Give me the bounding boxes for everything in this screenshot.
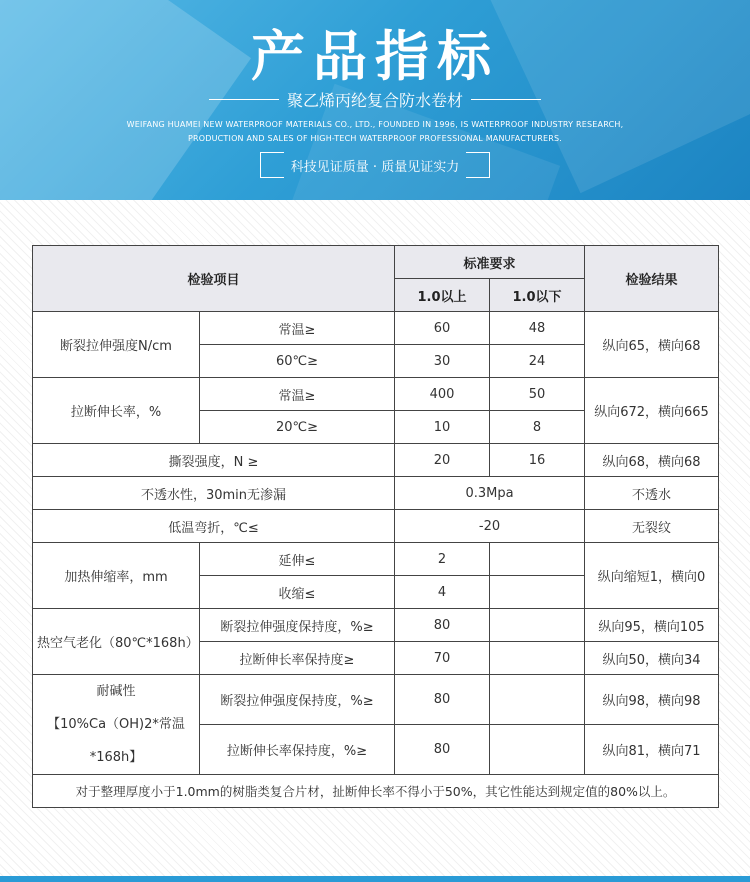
cell-result: 纵向95，横向105 (585, 609, 719, 642)
cell-value: 80 (395, 609, 490, 642)
cell-value: 80 (395, 725, 490, 775)
cell-result: 纵向81，横向71 (585, 725, 719, 775)
cell-value: 50 (490, 378, 585, 411)
cell-value: 20 (395, 444, 490, 477)
table-row (33, 510, 719, 543)
cell-value: 16 (490, 444, 585, 477)
table-row (33, 444, 719, 477)
row-group-label: 断裂拉伸强度N/cm (33, 312, 200, 378)
header-std-below: 1.0以下 (490, 279, 585, 312)
page-title: 产品指标 (251, 25, 499, 88)
cell-result: 纵向缩短1，横向0 (585, 543, 719, 609)
description-line: PRODUCTION AND SALES OF HIGH-TECH WATERPROOF PROFESSIONAL MANUFACTURERS. (187, 134, 563, 143)
row-sub-label: 拉断伸长率保持度≥ (200, 642, 395, 675)
product-subtitle: 聚乙烯丙纶复合防水卷材 (286, 90, 463, 110)
cell-result: 纵向50，横向34 (585, 642, 719, 675)
cell-result: 无裂纹 (585, 510, 719, 543)
spec-table (32, 245, 719, 808)
cell-value (490, 675, 585, 725)
row-label: 低温弯折，℃≤ (33, 510, 395, 543)
group-label-line: *168h】 (89, 750, 143, 765)
description-line: WEIFANG HUAMEI NEW WATERPROOF MATERIALS CO., LTD., FOUNDED IN 1996, IS WATERPROOF INDUSTRY RESEARCH, (126, 120, 624, 129)
cell-value: -20 (395, 510, 585, 543)
row-sub-label: 20℃≥ (200, 411, 395, 444)
row-sub-label: 收缩≤ (200, 576, 395, 609)
cell-value: 10 (395, 411, 490, 444)
divider-line (209, 99, 279, 100)
cell-value: 48 (490, 312, 585, 345)
header-item: 检验项目 (33, 246, 395, 312)
slogan-box (260, 152, 490, 178)
cell-value: 70 (395, 642, 490, 675)
group-label-line: 耐碱性 (96, 684, 136, 699)
cell-value: 60 (395, 312, 490, 345)
subtitle-row (0, 86, 750, 112)
cell-result: 纵向65，横向68 (585, 312, 719, 378)
table-note: 对于整理厚度小于1.0mm的树脂类复合片材，扯断伸长率不得小于50%，其它性能达到规定值的80%以上。 (33, 775, 719, 808)
row-sub-label: 延伸≤ (200, 543, 395, 576)
header-standard: 标准要求 (395, 246, 585, 279)
row-group-label: 热空气老化（80℃*168h） (33, 609, 200, 675)
row-group-label (33, 675, 200, 775)
row-sub-label: 断裂拉伸强度保持度，%≥ (200, 609, 395, 642)
cell-value: 0.3Mpa (395, 477, 585, 510)
header-std-above: 1.0以上 (395, 279, 490, 312)
row-sub-label: 常温≥ (200, 378, 395, 411)
cell-value (490, 725, 585, 775)
table-row (33, 609, 719, 642)
slogan: 科技见证质量 · 质量见证实力 (290, 159, 460, 175)
header-result: 检验结果 (585, 246, 719, 312)
cell-result: 纵向98，横向98 (585, 675, 719, 725)
cell-result: 纵向68，横向68 (585, 444, 719, 477)
row-group-label: 拉断伸长率，% (33, 378, 200, 444)
table-row (33, 543, 719, 576)
table-note-row (33, 775, 719, 808)
bottom-bar (0, 876, 750, 882)
cell-value (490, 543, 585, 576)
header-banner (0, 0, 750, 200)
company-description (0, 118, 750, 146)
row-label: 不透水性，30min无渗漏 (33, 477, 395, 510)
group-label-line: 【10%Ca（OH)2*常温 (47, 717, 185, 732)
table-row (33, 312, 719, 345)
cell-value: 4 (395, 576, 490, 609)
row-sub-label: 常温≥ (200, 312, 395, 345)
row-group-label: 加热伸缩率，mm (33, 543, 200, 609)
cell-value: 8 (490, 411, 585, 444)
cell-value (490, 576, 585, 609)
row-sub-label: 60℃≥ (200, 345, 395, 378)
cell-value (490, 642, 585, 675)
table-row (33, 477, 719, 510)
cell-value: 30 (395, 345, 490, 378)
cell-value (490, 609, 585, 642)
cell-result: 不透水 (585, 477, 719, 510)
cell-value: 2 (395, 543, 490, 576)
row-sub-label: 断裂拉伸强度保持度，%≥ (200, 675, 395, 725)
cell-result: 纵向672，横向665 (585, 378, 719, 444)
table-row (33, 675, 719, 725)
table-row (33, 378, 719, 411)
cell-value: 80 (395, 675, 490, 725)
cell-value: 24 (490, 345, 585, 378)
row-label: 撕裂强度，N ≥ (33, 444, 395, 477)
row-sub-label: 拉断伸长率保持度，%≥ (200, 725, 395, 775)
cell-value: 400 (395, 378, 490, 411)
divider-line (471, 99, 541, 100)
